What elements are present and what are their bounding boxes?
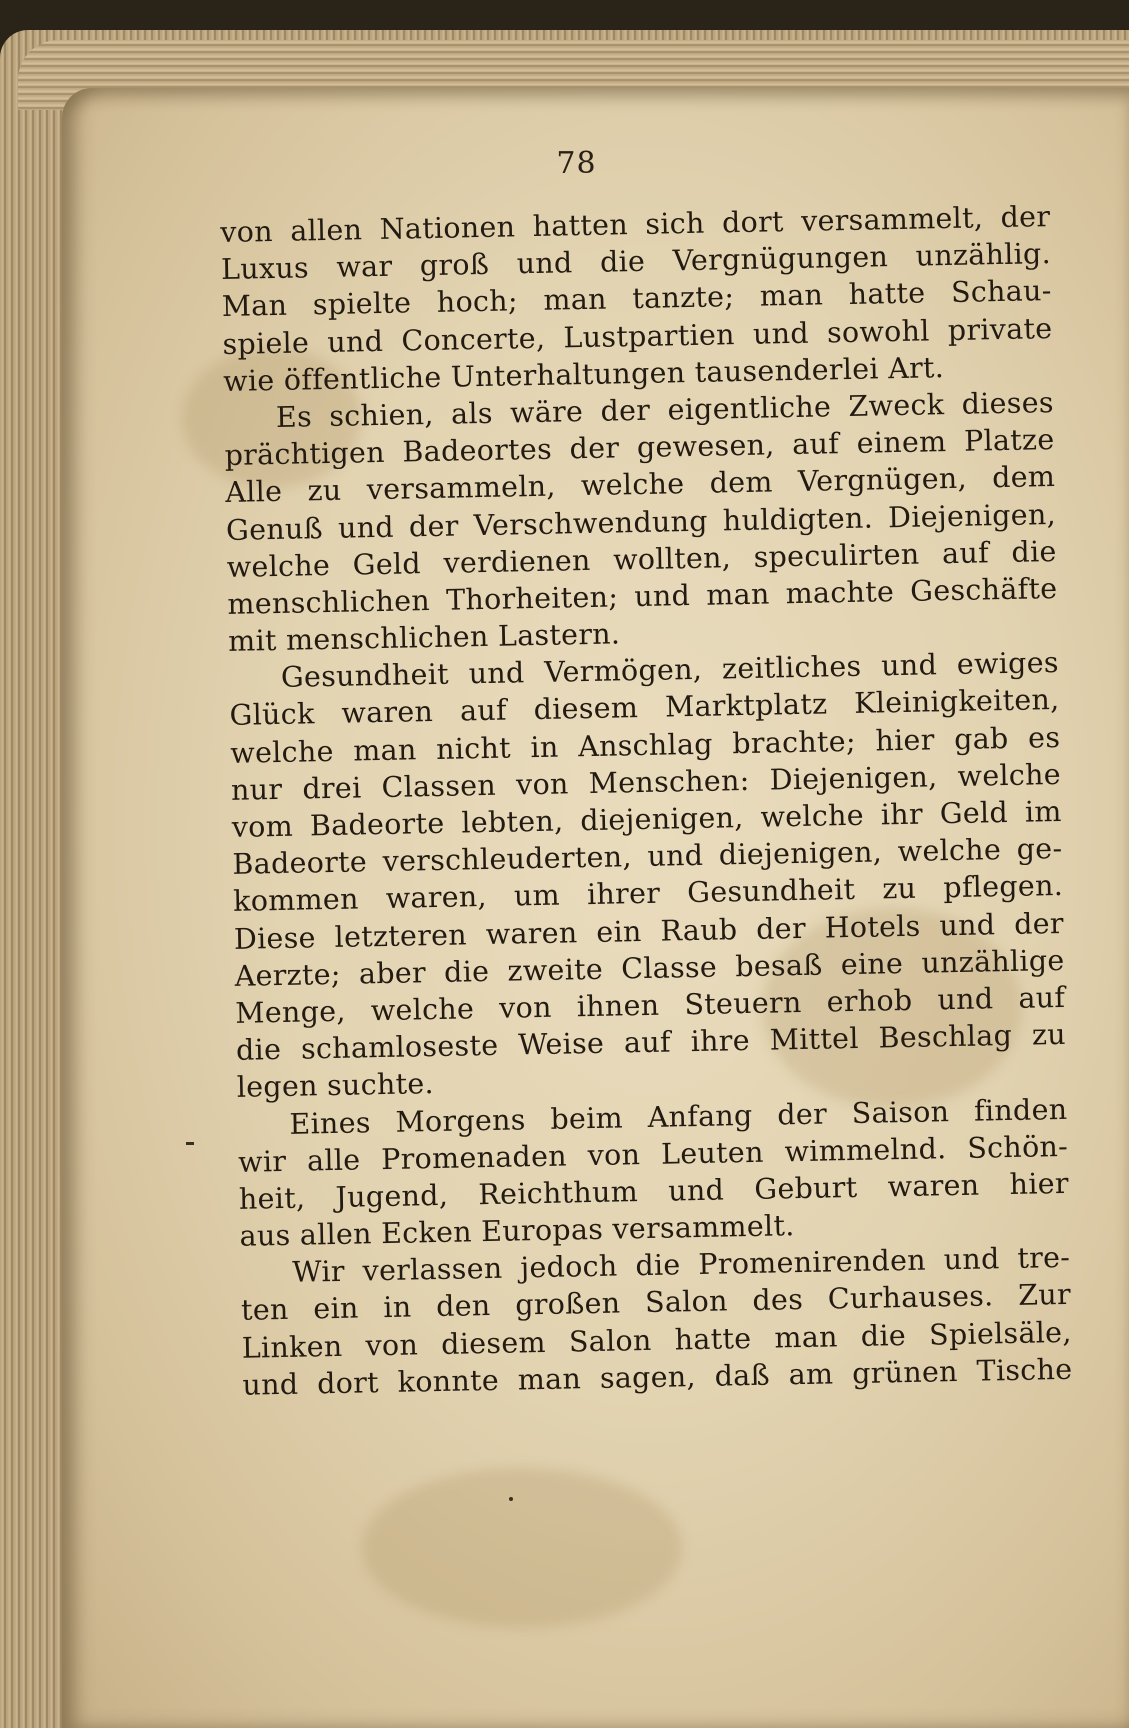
text-line: Glück waren auf diesem Marktplatz Kleinigkeiten, (229, 683, 1060, 733)
text-line: Gesundheit und Vermögen, zeitliches und ewiges (280, 646, 1060, 695)
text-line: die schamloseste Weise auf ihre Mittel Beschlag zu (235, 1018, 1067, 1067)
text-line: wir alle Promenaden von Leuten wimmelnd. Schön- (237, 1129, 1069, 1179)
text-line: wie öffentliche Unterhaltungen tausenderlei Art. (222, 350, 945, 398)
paper-stain (362, 1468, 682, 1628)
text-line: welche man nicht in Anschlag brachte; hier gab es (230, 720, 1061, 770)
text-line: legen suchte. (236, 1067, 435, 1105)
text-line: Wir verlassen jedoch die Promenirenden und tre- (292, 1241, 1071, 1290)
text-line: Alle zu versammeln, welche dem Vergnügen, dem (225, 460, 1056, 510)
text-line: menschlichen Thorheiten; und man machte Geschäfte (227, 571, 1058, 621)
text-line: Badeorte verschleuderten, und diejenigen, welche ge- (232, 832, 1063, 882)
text-line: mit menschlichen Lastern. (227, 617, 621, 658)
text-line: Diese letzteren waren ein Raub der Hotels und der (233, 906, 1065, 956)
ink-speck (509, 1497, 513, 1501)
text-line: spiele und Concerte, Lustpartien und sowohl private (222, 311, 1053, 361)
text-line: Genuß und der Verschwendung huldigten. Diejenigen, (225, 497, 1057, 547)
text-line: heit, Jugend, Reichthum und Geburt waren hier (238, 1166, 1070, 1216)
text-line: kommen waren, um ihrer Gesundheit zu pflegen. (232, 869, 1064, 919)
page-number: 78 (556, 146, 597, 181)
body-text (220, 198, 1073, 1404)
text-line: Eines Morgens beim Anfang der Saison finden (289, 1092, 1068, 1141)
text-line: Menge, welche von ihnen Steuern erhob und auf (235, 980, 1066, 1030)
text-line: ten ein in den großen Salon des Curhauses. Zur (240, 1278, 1072, 1328)
text-line: Aerzte; aber die zweite Classe besaß eine unzählige (234, 943, 1065, 993)
text-line: und dort konnte man sagen, daß am grünen Tische (242, 1352, 1073, 1402)
text-line: Linken von diesem Salon hatte man die Spielsäle, (241, 1315, 1072, 1365)
text-line: nur drei Classen von Menschen: Diejenigen, welche (230, 757, 1062, 807)
text-line: Man spielte hoch; man tanzte; man hatte Schau- (221, 274, 1052, 324)
text-line: prächtigen Badeortes der gewesen, auf einem Platze (224, 423, 1055, 473)
text-line: von allen Nationen hatten sich dort versammelt, der (220, 200, 1051, 249)
text-line: welche Geld verdienen wollten, speculirten auf die (226, 534, 1057, 584)
text-line: aus allen Ecken Europas versammelt. (239, 1209, 795, 1253)
margin-mark (186, 1142, 194, 1145)
text-line: Es schien, als wäre der eigentliche Zweck dieses (275, 385, 1055, 434)
text-line: vom Badeorte lebten, diejenigen, welche ihr Geld im (231, 794, 1062, 844)
text-line: Luxus war groß und die Vergnügungen unzählig. (220, 237, 1052, 287)
